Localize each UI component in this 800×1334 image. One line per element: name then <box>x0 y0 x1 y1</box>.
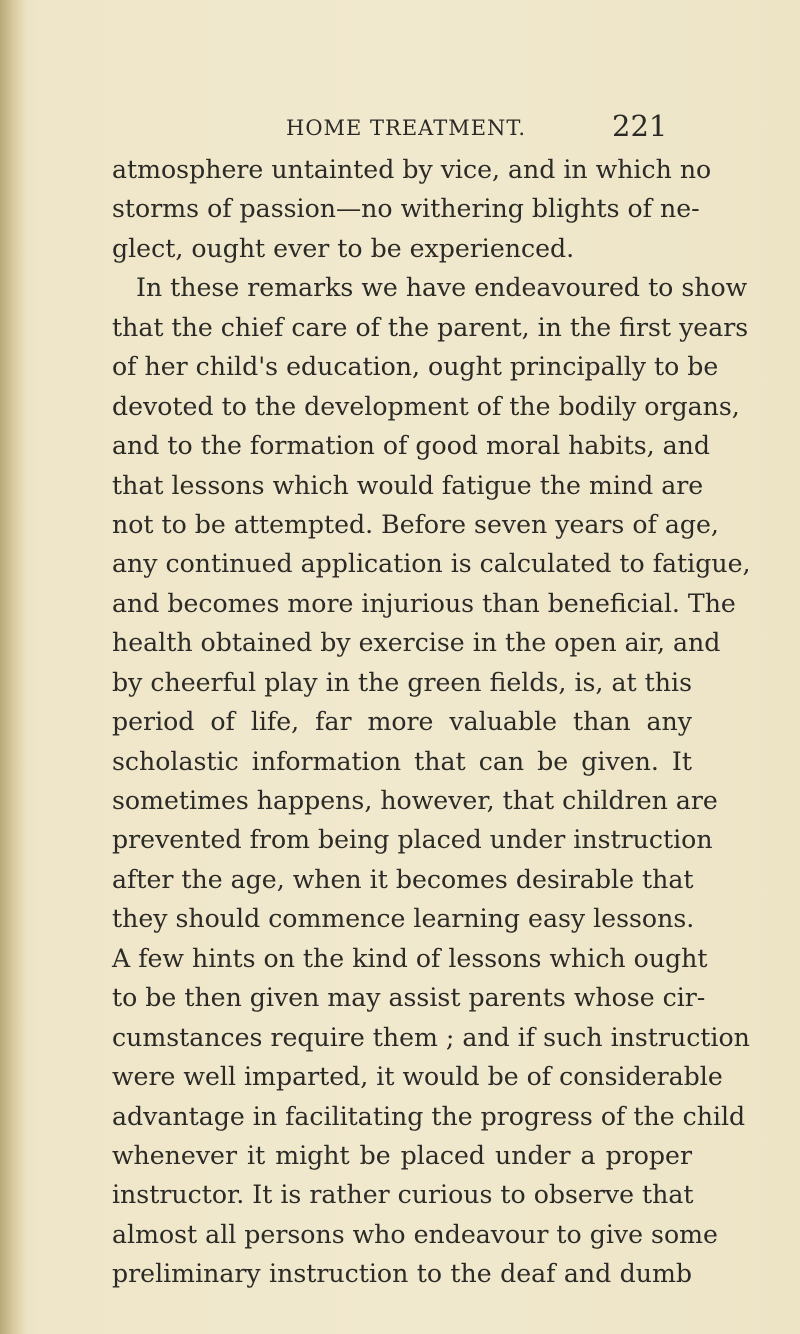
text-line: almost all persons who endeavour to give some <box>112 1219 718 1249</box>
text-line: they should commence learning easy lessons. <box>112 904 695 934</box>
text-line: period of life, far more valuable than any <box>112 707 692 737</box>
text-line: that the chief care of the parent, in the first years <box>112 312 749 342</box>
text-line: were well imparted, it would be of considerable <box>112 1062 723 1092</box>
text-line: storms of passion—no withering blights of ne- <box>112 194 700 224</box>
body-text <box>112 150 751 1294</box>
text-line: to be then given may assist parents whose cir- <box>112 983 706 1013</box>
text-line: glect, ought ever to be experienced. <box>112 233 575 263</box>
text-line: preliminary instruction to the deaf and dumb <box>112 1259 692 1289</box>
text-line: and to the formation of good moral habits, and <box>112 431 710 461</box>
text-line: cumstances require them ; and if such instruction <box>112 1022 750 1052</box>
page-number: 221 <box>612 109 668 143</box>
text-line: of her child's education, ought principally to be <box>112 352 719 382</box>
text-line: advantage in facilitating the progress of the child <box>112 1101 746 1131</box>
text-line: A few hints on the kind of lessons which ought <box>112 943 708 973</box>
text-line: prevented from being placed under instruction <box>112 825 713 855</box>
page-header <box>0 106 800 146</box>
text-line: by cheerful play in the green fields, is, at this <box>112 667 692 697</box>
running-head: HOME TREATMENT. <box>286 116 527 140</box>
text-line: after the age, when it becomes desirable that <box>112 864 694 894</box>
text-line: not to be attempted. Before seven years of age, <box>112 509 719 539</box>
text-line: sometimes happens, however, that children are <box>112 786 718 815</box>
text-line: atmosphere untainted by vice, and in which no <box>112 155 712 184</box>
text-line: health obtained by exercise in the open air, and <box>112 628 721 658</box>
text-line: In these remarks we have endeavoured to show <box>136 273 748 303</box>
text-line: whenever it might be placed under a proper <box>112 1140 692 1170</box>
text-line: instructor. It is rather curious to observe that <box>112 1180 694 1210</box>
page-gutter <box>0 0 26 1334</box>
text-line: devoted to the development of the bodily organs, <box>112 391 740 421</box>
text-line: any continued application is calculated to fatigue, <box>112 549 751 579</box>
text-line: scholastic information that can be given. It <box>112 746 692 776</box>
text-line: that lessons which would fatigue the mind are <box>112 470 704 500</box>
text-line: and becomes more injurious than beneficial. The <box>112 588 736 618</box>
